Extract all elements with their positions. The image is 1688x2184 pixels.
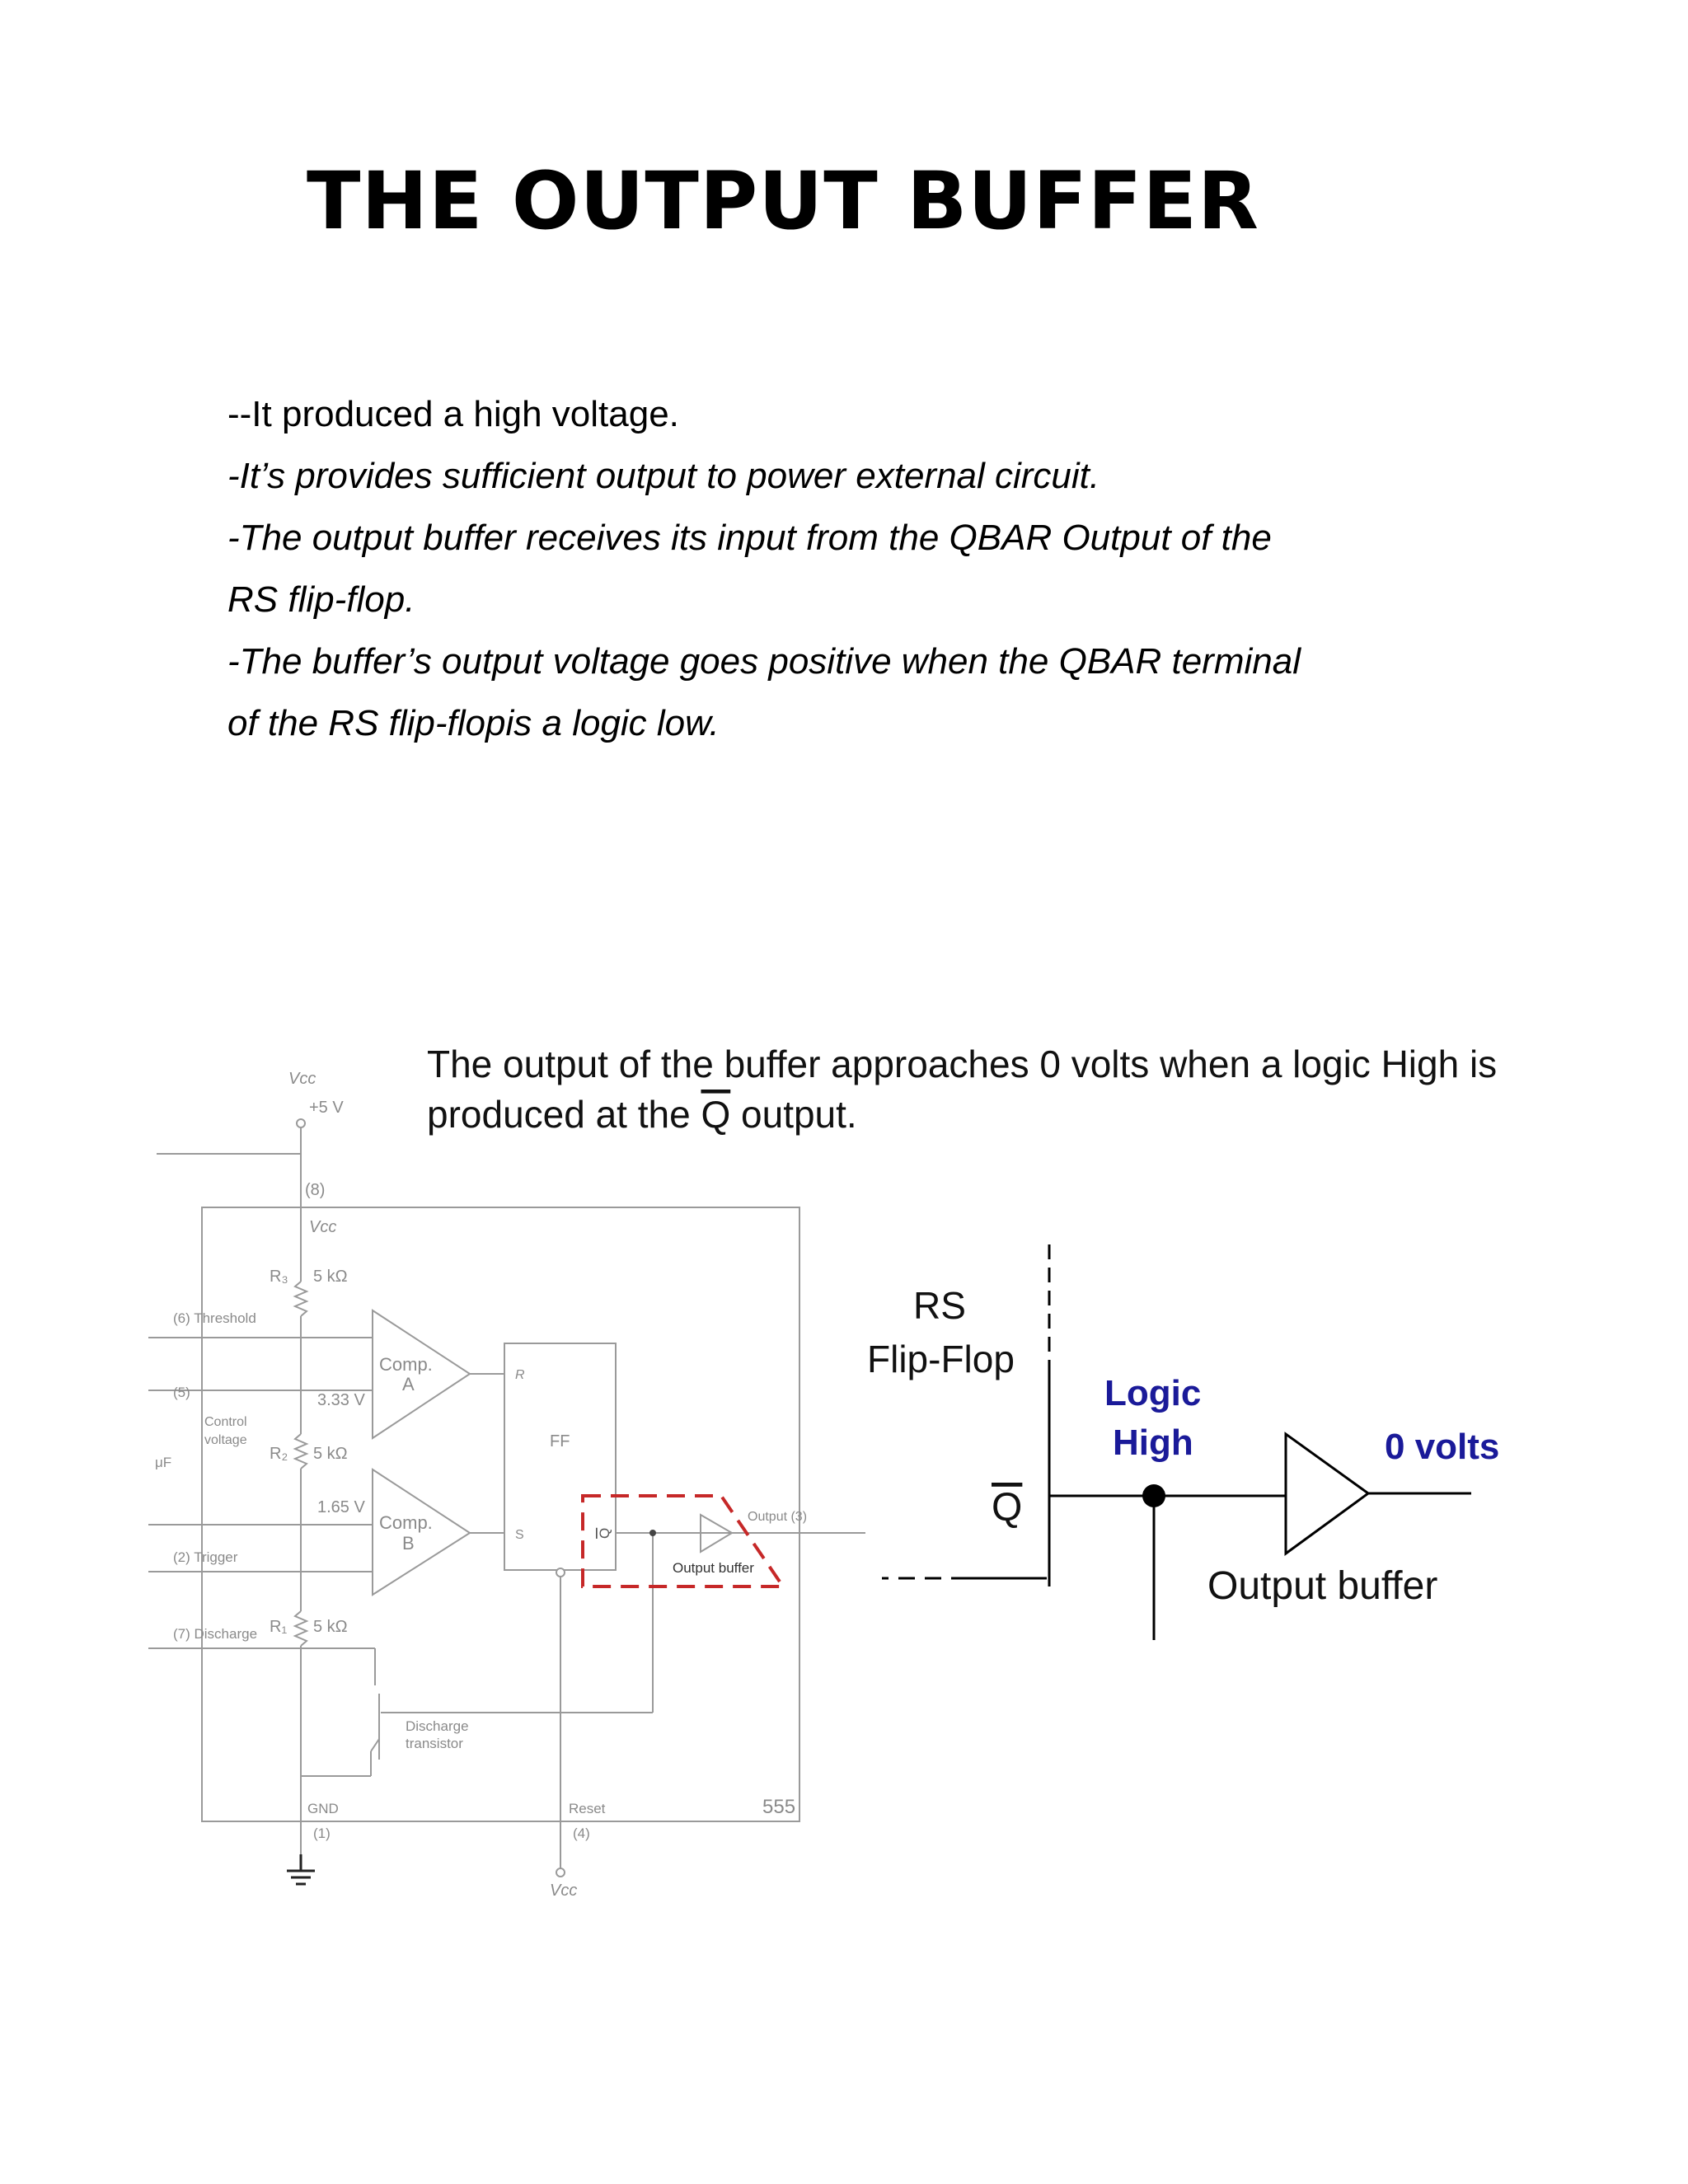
label-r2: R₂: [270, 1445, 288, 1463]
label-555: 555: [762, 1796, 796, 1818]
label-qbar-small: Q: [597, 1527, 612, 1539]
label-r1: R₁: [270, 1618, 288, 1636]
label-rs: RS: [913, 1284, 966, 1327]
label-logic: Logic: [1104, 1373, 1202, 1413]
text-line-3: -The output buffer receives its input from the QBAR Output of the: [227, 518, 1272, 558]
label-ff-s: S: [515, 1528, 524, 1542]
output-buffer-symbol: [1286, 1434, 1368, 1554]
resistor-r2: [295, 1434, 307, 1469]
label-gnd: GND: [307, 1801, 339, 1816]
label-output-buffer-small: Output buffer: [673, 1560, 754, 1576]
chip-outline: [202, 1207, 799, 1821]
label-pin8: (8): [305, 1181, 326, 1199]
label-r3: R₃: [270, 1268, 288, 1286]
label-pin5: (5): [173, 1385, 190, 1400]
label-threshold: (6) Threshold: [173, 1310, 256, 1326]
label-voltage: voltage: [204, 1433, 247, 1447]
text-line-2: -It’s provides sufficient output to power external circuit.: [227, 456, 1100, 496]
label-trigger: (2) Trigger: [173, 1549, 238, 1565]
figure-svg: [140, 1034, 1525, 1966]
label-vcc-top: Vcc: [288, 1070, 316, 1088]
ground-icon: [287, 1854, 315, 1884]
caption-line-2: produced at the Q output.: [427, 1093, 857, 1136]
label-reset: Reset: [569, 1801, 606, 1816]
label-comp-a-letter: A: [402, 1374, 415, 1394]
resistor-r3: [295, 1282, 307, 1316]
label-comp-b: Comp.: [379, 1512, 433, 1533]
text-line-1: --It produced a high voltage.: [227, 394, 679, 434]
label-pin4: (4): [573, 1825, 590, 1841]
label-r3-value: 5 kΩ: [313, 1268, 348, 1286]
buffer-figure: [140, 1034, 1525, 1970]
page-title: THE OUTPUT BUFFER: [307, 155, 1259, 247]
label-output-buffer-detail: Output buffer: [1207, 1564, 1438, 1608]
label-output-pin: Output (3): [748, 1510, 808, 1524]
body-text: [227, 383, 1513, 754]
label-discharge: (7) Discharge: [173, 1626, 258, 1642]
label-comp-a: Comp.: [379, 1354, 433, 1375]
label-ff: FF: [550, 1432, 570, 1451]
label-zero-volts: 0 volts: [1385, 1427, 1500, 1467]
label-vcc-inner: Vcc: [309, 1218, 337, 1236]
label-control: Control: [204, 1415, 247, 1429]
label-flip-flop: Flip-Flop: [867, 1338, 1015, 1380]
label-3v33: 3.33 V: [317, 1391, 365, 1409]
text-line-5: -The buffer’s output voltage goes positive when the QBAR terminal: [227, 641, 1301, 682]
label-qbar-detail: Q: [992, 1486, 1023, 1530]
label-plus5v: +5 V: [309, 1099, 344, 1117]
label-high: High: [1113, 1422, 1193, 1463]
label-pin1: (1): [313, 1825, 331, 1841]
logic-high-node: [1142, 1484, 1165, 1507]
label-r1-value: 5 kΩ: [313, 1618, 348, 1636]
text-line-4: RS flip-flop.: [227, 579, 415, 620]
label-r2-value: 5 kΩ: [313, 1445, 348, 1463]
label-uf: μF: [155, 1455, 172, 1470]
label-transistor: transistor: [406, 1736, 463, 1751]
resistor-r1: [295, 1611, 307, 1646]
label-ff-r: R: [515, 1368, 525, 1382]
label-discharge-transistor: Discharge: [406, 1718, 469, 1734]
caption-line-1: The output of the buffer approaches 0 volts when a logic High is: [427, 1043, 1498, 1085]
label-comp-b-letter: B: [402, 1533, 415, 1554]
label-1v65: 1.65 V: [317, 1498, 365, 1516]
caption-q-symbol: Q: [701, 1093, 731, 1136]
label-vcc-bottom: Vcc: [550, 1882, 578, 1900]
text-line-6: of the RS flip-flopis a logic low.: [227, 703, 720, 743]
